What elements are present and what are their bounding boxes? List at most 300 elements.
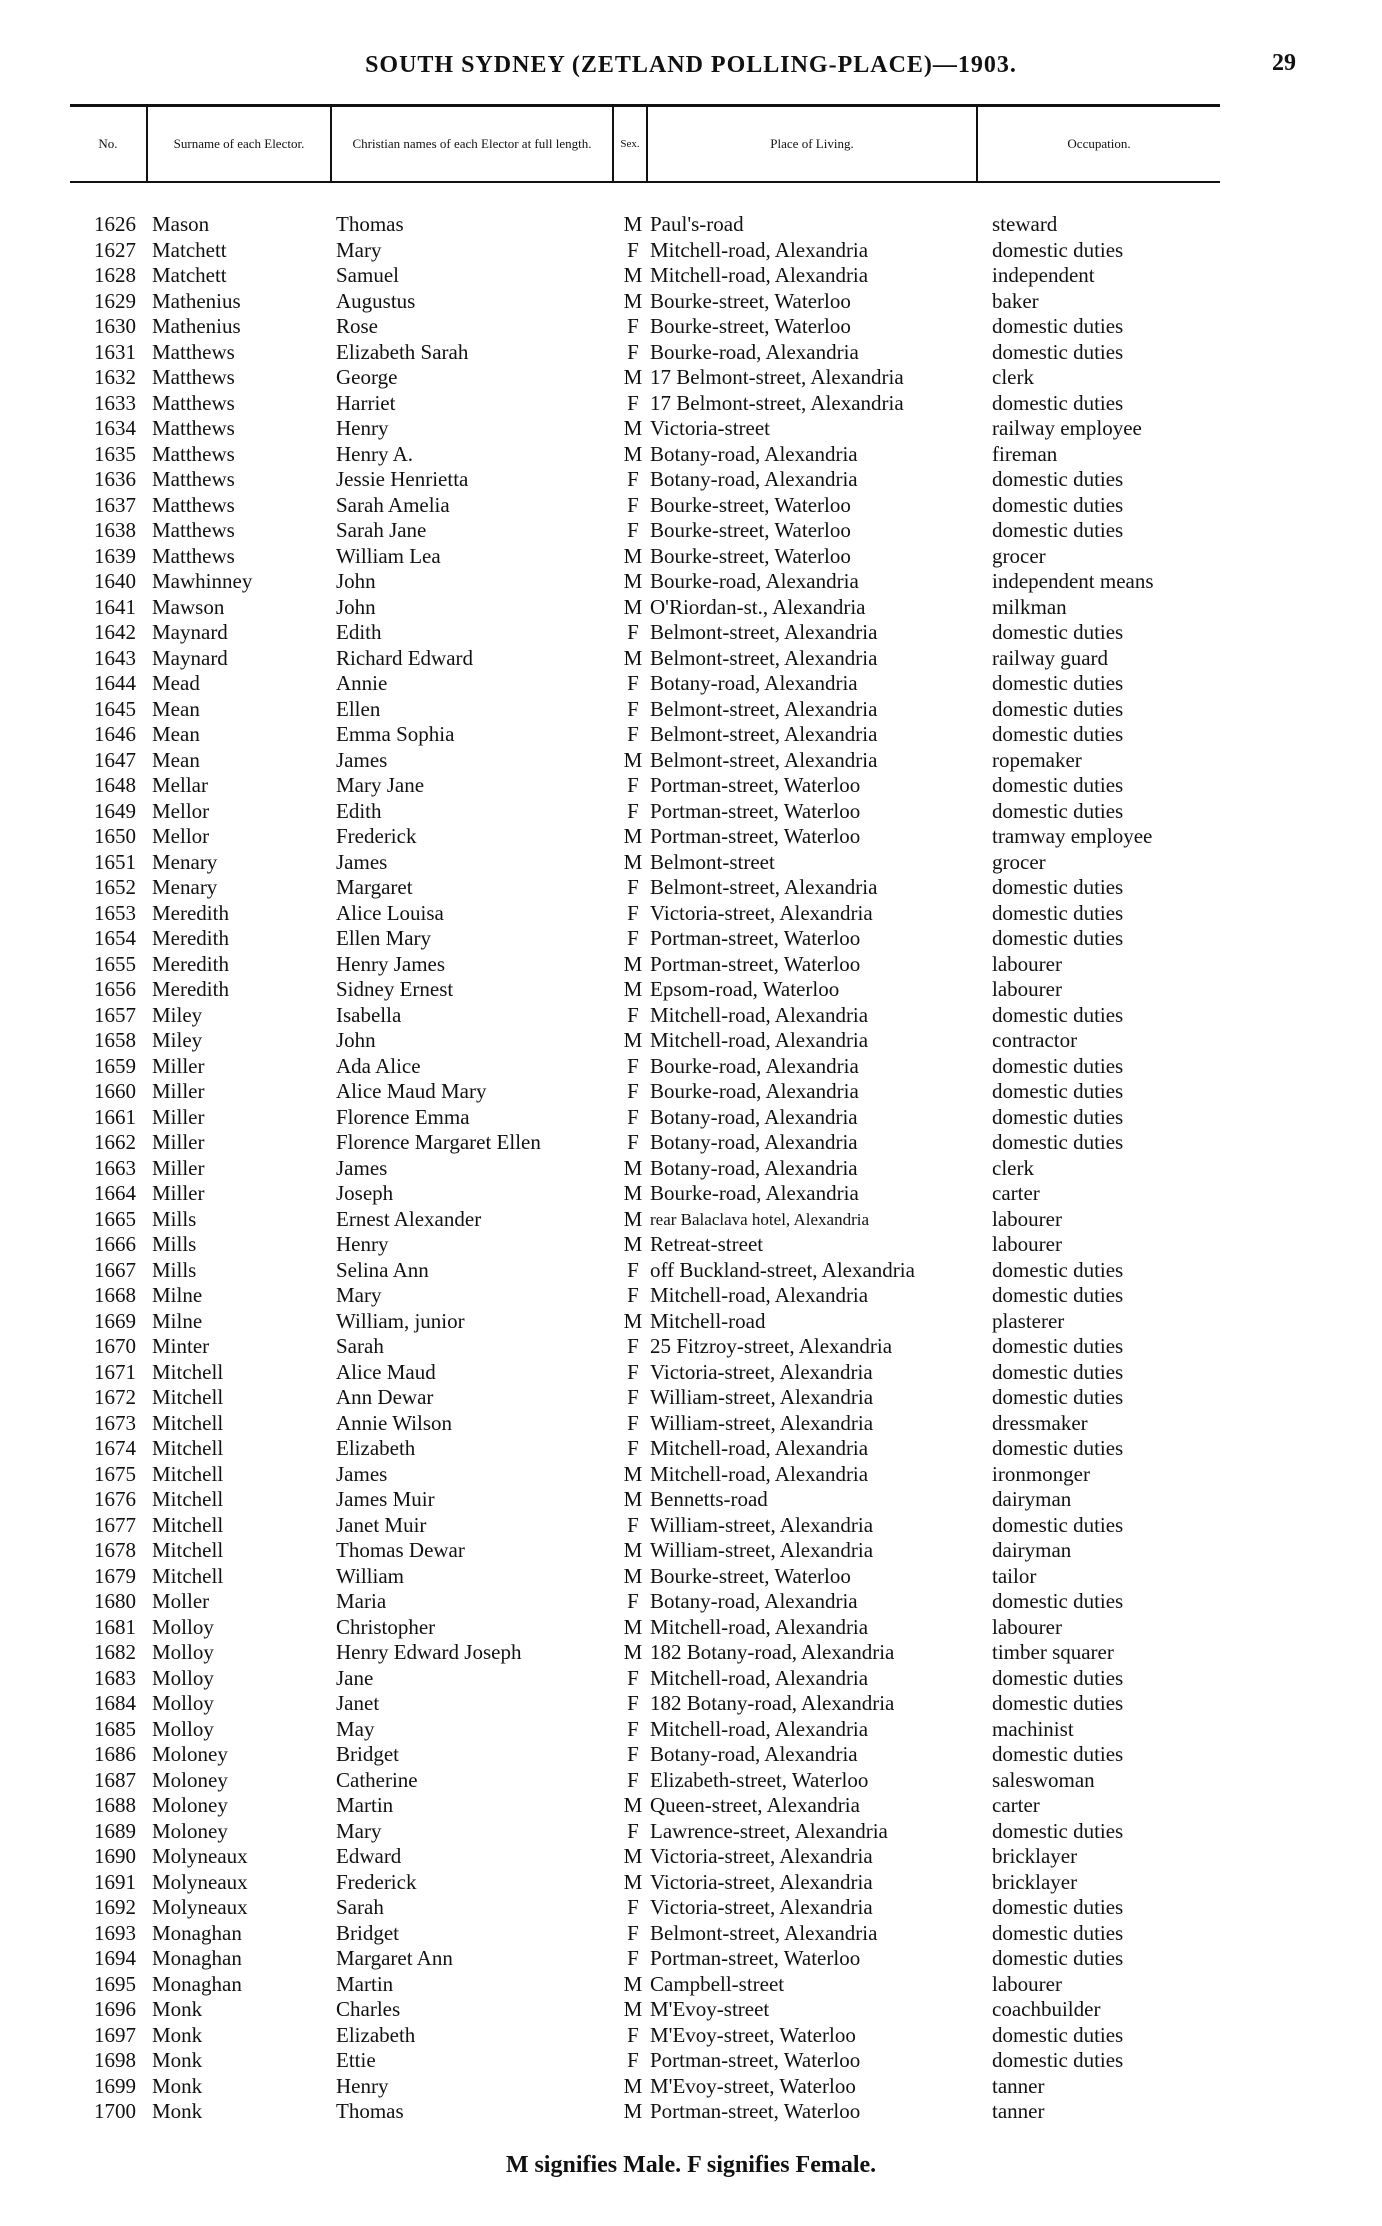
elector-occupation: domestic duties xyxy=(992,1818,1124,1843)
elector-christian-names: Ellen Mary xyxy=(336,926,432,950)
elector-occupation: contractor xyxy=(992,1028,1078,1052)
table-row xyxy=(0,314,1382,340)
elector-sex: M xyxy=(623,288,643,313)
elector-occupation: clerk xyxy=(992,1155,1034,1180)
elector-surname: Miller xyxy=(152,1155,205,1180)
elector-christian-names: Alice Louisa xyxy=(336,900,444,925)
table-row xyxy=(0,1156,1382,1182)
elector-place-of-living: 182 Botany-road, Alexandria xyxy=(650,1691,895,1715)
table-row xyxy=(0,1921,1382,1947)
elector-number: 1685 xyxy=(94,1716,136,1741)
elector-occupation: domestic duties xyxy=(992,1104,1124,1129)
elector-surname: Minter xyxy=(152,1334,210,1358)
table-row xyxy=(0,1946,1382,1972)
table-row xyxy=(0,901,1382,927)
elector-surname: Matthews xyxy=(152,518,235,542)
elector-surname: Molloy xyxy=(152,1691,214,1715)
elector-christian-names: Janet xyxy=(336,1691,380,1715)
sex-legend: M signifies Male. F signifies Female. xyxy=(505,2152,877,2178)
elector-christian-names: Sarah xyxy=(336,1334,384,1358)
table-row xyxy=(0,875,1382,901)
elector-number: 1648 xyxy=(94,773,136,797)
elector-place-of-living: Mitchell-road, Alexandria xyxy=(650,263,869,287)
elector-christian-names: Edith xyxy=(336,798,382,823)
table-row xyxy=(0,1436,1382,1462)
elector-occupation: labourer xyxy=(992,1971,1062,1996)
elector-occupation: domestic duties xyxy=(992,467,1124,491)
elector-place-of-living: Epsom-road, Waterloo xyxy=(650,977,840,1001)
elector-christian-names: Martin xyxy=(336,1971,394,1996)
table-row xyxy=(0,2074,1382,2100)
elector-number: 1656 xyxy=(94,977,136,1001)
table-row xyxy=(0,1768,1382,1794)
elector-surname: Mason xyxy=(152,212,210,236)
elector-place-of-living: Elizabeth-street, Waterloo xyxy=(650,1767,869,1792)
elector-surname: Miller xyxy=(152,1053,205,1078)
elector-place-of-living: Bourke-road, Alexandria xyxy=(650,569,859,593)
elector-sex: M xyxy=(623,2099,643,2123)
elector-number: 1675 xyxy=(94,1461,136,1486)
table-row xyxy=(0,238,1382,264)
elector-surname: Miley xyxy=(152,1002,203,1027)
elector-christian-names: Mary xyxy=(336,237,382,262)
elector-sex: F xyxy=(627,1410,639,1435)
elector-sex: F xyxy=(627,1334,639,1358)
elector-number: 1698 xyxy=(94,2048,136,2072)
elector-number: 1633 xyxy=(94,390,136,415)
elector-surname: Matthews xyxy=(152,339,235,364)
elector-place-of-living: Mitchell-road, Alexandria xyxy=(650,1461,869,1486)
elector-sex: F xyxy=(627,1665,639,1690)
elector-place-of-living: Bourke-street, Waterloo xyxy=(650,1563,851,1588)
elector-christian-names: Edward xyxy=(336,1844,402,1868)
elector-place-of-living: Bourke-street, Waterloo xyxy=(650,288,851,313)
elector-surname: Menary xyxy=(152,875,218,899)
elector-sex: M xyxy=(623,594,643,619)
elector-occupation: domestic duties xyxy=(992,1359,1124,1384)
elector-christian-names: John xyxy=(336,594,376,619)
elector-number: 1666 xyxy=(94,1232,136,1256)
table-row xyxy=(0,467,1382,493)
elector-christian-names: James xyxy=(336,747,388,772)
elector-christian-names: Annie Wilson xyxy=(336,1410,453,1435)
elector-place-of-living: Portman-street, Waterloo xyxy=(650,951,861,976)
elector-surname: Mead xyxy=(152,671,200,695)
elector-sex: M xyxy=(623,1538,643,1562)
elector-number: 1679 xyxy=(94,1563,136,1588)
table-row xyxy=(0,1181,1382,1207)
elector-number: 1652 xyxy=(94,875,136,899)
elector-christian-names: Annie xyxy=(336,671,388,695)
elector-sex: F xyxy=(627,1079,639,1103)
elector-christian-names: Maria xyxy=(336,1589,387,1613)
table-row xyxy=(0,1079,1382,1105)
elector-occupation: tanner xyxy=(992,2099,1045,2123)
elector-christian-names: Isabella xyxy=(336,1002,402,1027)
elector-christian-names: Samuel xyxy=(336,263,399,287)
elector-sex: F xyxy=(627,237,639,262)
elector-number: 1677 xyxy=(94,1512,136,1537)
elector-sex: F xyxy=(627,696,639,721)
elector-number: 1670 xyxy=(94,1334,136,1358)
elector-place-of-living: William-street, Alexandria xyxy=(650,1538,874,1562)
elector-sex: M xyxy=(623,2073,643,2098)
elector-number: 1699 xyxy=(94,2073,136,2098)
table-row xyxy=(0,1054,1382,1080)
elector-surname: Molloy xyxy=(152,1614,214,1639)
elector-place-of-living: Bourke-street, Waterloo xyxy=(650,492,851,517)
elector-surname: Moloney xyxy=(152,1767,228,1792)
elector-surname: Mean xyxy=(152,747,200,772)
elector-christian-names: Elizabeth xyxy=(336,2022,416,2047)
elector-occupation: fireman xyxy=(992,441,1058,466)
elector-sex: M xyxy=(623,645,643,670)
elector-christian-names: Joseph xyxy=(336,1181,394,1205)
elector-sex: F xyxy=(627,1946,639,1970)
elector-place-of-living: Victoria-street, Alexandria xyxy=(650,1844,873,1868)
page-title: SOUTH SYDNEY (ZETLAND POLLING-PLACE)—1903. xyxy=(365,52,1017,78)
table-row xyxy=(0,569,1382,595)
elector-place-of-living: William-street, Alexandria xyxy=(650,1410,874,1435)
elector-christian-names: Bridget xyxy=(336,1742,399,1766)
elector-sex: M xyxy=(623,1640,643,1664)
elector-place-of-living: M'Evoy-street, Waterloo xyxy=(650,2022,856,2047)
elector-sex: M xyxy=(623,1206,643,1231)
elector-occupation: carter xyxy=(992,1181,1040,1205)
elector-surname: Molloy xyxy=(152,1665,214,1690)
elector-surname: Mawson xyxy=(152,594,225,619)
elector-number: 1650 xyxy=(94,824,136,848)
elector-sex: M xyxy=(623,365,643,389)
elector-occupation: domestic duties xyxy=(992,1079,1124,1103)
elector-place-of-living: O'Riordan-st., Alexandria xyxy=(650,594,866,619)
elector-occupation: domestic duties xyxy=(992,339,1124,364)
table-row xyxy=(0,1844,1382,1870)
elector-number: 1640 xyxy=(94,569,136,593)
elector-surname: Meredith xyxy=(152,951,229,976)
elector-place-of-living: Portman-street, Waterloo xyxy=(650,2048,861,2072)
elector-place-of-living: William-street, Alexandria xyxy=(650,1385,874,1409)
table-row xyxy=(0,1640,1382,1666)
elector-christian-names: Sarah xyxy=(336,1895,384,1919)
elector-surname: Monk xyxy=(152,2048,203,2072)
elector-occupation: labourer xyxy=(992,1206,1062,1231)
elector-surname: Miller xyxy=(152,1181,205,1205)
elector-surname: Miller xyxy=(152,1104,205,1129)
elector-number: 1690 xyxy=(94,1844,136,1868)
elector-surname: Molyneaux xyxy=(152,1844,248,1868)
elector-occupation: domestic duties xyxy=(992,2048,1124,2072)
elector-surname: Miley xyxy=(152,1028,203,1052)
elector-place-of-living: Bourke-road, Alexandria xyxy=(650,1053,859,1078)
table-row xyxy=(0,799,1382,825)
elector-surname: Matthews xyxy=(152,365,235,389)
elector-sex: F xyxy=(627,1283,639,1307)
elector-christian-names: Henry James xyxy=(336,951,446,976)
elector-surname: Mitchell xyxy=(152,1538,224,1562)
table-row xyxy=(0,1615,1382,1641)
elector-surname: Milne xyxy=(152,1283,203,1307)
elector-occupation: domestic duties xyxy=(992,1742,1124,1766)
elector-christian-names: Mary Jane xyxy=(336,773,425,797)
elector-number: 1691 xyxy=(94,1869,136,1894)
elector-christian-names: Mary xyxy=(336,1283,382,1307)
elector-occupation: domestic duties xyxy=(992,696,1124,721)
elector-occupation: independent means xyxy=(992,569,1154,593)
elector-christian-names: Elizabeth xyxy=(336,1436,416,1460)
elector-christian-names: John xyxy=(336,569,376,593)
elector-number: 1644 xyxy=(94,671,136,695)
elector-occupation: domestic duties xyxy=(992,1512,1124,1537)
table-row xyxy=(0,1870,1382,1896)
elector-number: 1668 xyxy=(94,1283,136,1307)
elector-occupation: labourer xyxy=(992,1232,1062,1256)
elector-place-of-living: Paul's-road xyxy=(650,212,744,236)
elector-surname: Monaghan xyxy=(152,1971,242,1996)
header-christian-names: Christian names of each Elector at full length. xyxy=(332,107,614,181)
elector-surname: Monk xyxy=(152,2099,203,2123)
elector-number: 1657 xyxy=(94,1002,136,1027)
elector-christian-names: Emma Sophia xyxy=(336,722,455,746)
elector-number: 1683 xyxy=(94,1665,136,1690)
elector-number: 1678 xyxy=(94,1538,136,1562)
elector-surname: Mitchell xyxy=(152,1461,224,1486)
table-row xyxy=(0,1589,1382,1615)
elector-number: 1660 xyxy=(94,1079,136,1103)
elector-occupation: domestic duties xyxy=(992,798,1124,823)
table-row xyxy=(0,1105,1382,1131)
elector-sex: M xyxy=(623,212,643,236)
elector-sex: M xyxy=(623,569,643,593)
elector-christian-names: Frederick xyxy=(336,1869,417,1894)
elector-number: 1661 xyxy=(94,1104,136,1129)
table-row xyxy=(0,1513,1382,1539)
elector-christian-names: Ada Alice xyxy=(336,1053,421,1078)
elector-place-of-living: Victoria-street xyxy=(650,416,771,440)
elector-christian-names: Christopher xyxy=(336,1614,436,1639)
elector-occupation: domestic duties xyxy=(992,2022,1124,2047)
elector-surname: Matchett xyxy=(152,263,227,287)
elector-number: 1686 xyxy=(94,1742,136,1766)
elector-sex: M xyxy=(623,441,643,466)
elector-place-of-living: Bennetts-road xyxy=(650,1487,768,1511)
table-row xyxy=(0,646,1382,672)
elector-surname: Moloney xyxy=(152,1793,228,1817)
table-header xyxy=(70,104,1220,183)
elector-sex: M xyxy=(623,1793,643,1817)
table-row xyxy=(0,1462,1382,1488)
table-row xyxy=(0,773,1382,799)
elector-sex: F xyxy=(627,1742,639,1766)
elector-surname: Meredith xyxy=(152,977,229,1001)
elector-occupation: domestic duties xyxy=(992,875,1124,899)
elector-place-of-living: Bourke-street, Waterloo xyxy=(650,314,851,338)
elector-sex: M xyxy=(623,1844,643,1868)
elector-sex: F xyxy=(627,1895,639,1919)
elector-surname: Molloy xyxy=(152,1640,214,1664)
elector-surname: Mellar xyxy=(152,773,208,797)
elector-christian-names: Ettie xyxy=(336,2048,376,2072)
table-row xyxy=(0,1742,1382,1768)
elector-christian-names: Florence Emma xyxy=(336,1104,470,1129)
table-row xyxy=(0,1028,1382,1054)
elector-surname: Meredith xyxy=(152,926,229,950)
elector-sex: M xyxy=(623,543,643,568)
elector-sex: F xyxy=(627,339,639,364)
elector-christian-names: Jessie Henrietta xyxy=(336,467,469,491)
elector-occupation: saleswoman xyxy=(992,1767,1095,1792)
table-row xyxy=(0,1564,1382,1590)
elector-christian-names: Rose xyxy=(336,314,378,338)
elector-number: 1627 xyxy=(94,237,136,262)
page-number: 29 xyxy=(1272,50,1296,76)
elector-surname: Mitchell xyxy=(152,1385,224,1409)
elector-occupation: domestic duties xyxy=(992,1691,1124,1715)
elector-number: 1631 xyxy=(94,339,136,364)
elector-surname: Mathenius xyxy=(152,314,241,338)
elector-surname: Mathenius xyxy=(152,288,241,313)
elector-place-of-living: Victoria-street, Alexandria xyxy=(650,1359,873,1384)
elector-surname: Matthews xyxy=(152,390,235,415)
table-row xyxy=(0,748,1382,774)
elector-occupation: labourer xyxy=(992,977,1062,1001)
elector-christian-names: Margaret xyxy=(336,875,413,899)
elector-number: 1643 xyxy=(94,645,136,670)
elector-occupation: domestic duties xyxy=(992,1946,1124,1970)
elector-occupation: domestic duties xyxy=(992,1920,1124,1945)
elector-sex: F xyxy=(627,1104,639,1129)
elector-number: 1681 xyxy=(94,1614,136,1639)
elector-occupation: plasterer xyxy=(992,1308,1065,1333)
elector-place-of-living: Mitchell-road, Alexandria xyxy=(650,1028,869,1052)
elector-place-of-living: Belmont-street, Alexandria xyxy=(650,620,878,644)
elector-place-of-living: Bourke-road, Alexandria xyxy=(650,1079,859,1103)
elector-occupation: domestic duties xyxy=(992,1257,1124,1282)
elector-surname: Molyneaux xyxy=(152,1895,248,1919)
elector-number: 1630 xyxy=(94,314,136,338)
table-row xyxy=(0,1691,1382,1717)
elector-place-of-living: Belmont-street, Alexandria xyxy=(650,1920,878,1945)
elector-place-of-living: Botany-road, Alexandria xyxy=(650,1155,858,1180)
elector-surname: Miller xyxy=(152,1079,205,1103)
table-row xyxy=(0,697,1382,723)
elector-occupation: ropemaker xyxy=(992,747,1082,772)
elector-number: 1689 xyxy=(94,1818,136,1843)
elector-number: 1634 xyxy=(94,416,136,440)
elector-surname: Matthews xyxy=(152,441,235,466)
elector-christian-names: Ann Dewar xyxy=(336,1385,434,1409)
elector-christian-names: Frederick xyxy=(336,824,417,848)
elector-christian-names: Catherine xyxy=(336,1767,418,1792)
elector-surname: Monk xyxy=(152,2073,203,2098)
elector-place-of-living: Mitchell-road, Alexandria xyxy=(650,1716,869,1741)
elector-number: 1659 xyxy=(94,1053,136,1078)
elector-surname: Maynard xyxy=(152,620,228,644)
elector-occupation: domestic duties xyxy=(992,1130,1124,1154)
table-row xyxy=(0,1207,1382,1233)
elector-surname: Matthews xyxy=(152,467,235,491)
header-surname: Surname of each Elector. xyxy=(148,107,332,181)
elector-place-of-living: Portman-street, Waterloo xyxy=(650,2099,861,2123)
elector-christian-names: Harriet xyxy=(336,390,396,415)
elector-place-of-living: M'Evoy-street, Waterloo xyxy=(650,2073,856,2098)
header-sex: Sex. xyxy=(614,107,648,181)
elector-christian-names: Richard Edward xyxy=(336,645,474,670)
elector-sex: F xyxy=(627,798,639,823)
elector-occupation: bricklayer xyxy=(992,1869,1078,1894)
elector-christian-names: John xyxy=(336,1028,376,1052)
elector-christian-names: Sarah Amelia xyxy=(336,492,450,517)
elector-christian-names: Janet Muir xyxy=(336,1512,427,1537)
table-row xyxy=(0,2048,1382,2074)
elector-number: 1641 xyxy=(94,594,136,619)
elector-christian-names: James xyxy=(336,1155,388,1180)
elector-sex: F xyxy=(627,1589,639,1613)
elector-sex: F xyxy=(627,1257,639,1282)
elector-place-of-living: Victoria-street, Alexandria xyxy=(650,1869,873,1894)
elector-number: 1632 xyxy=(94,365,136,389)
elector-number: 1693 xyxy=(94,1920,136,1945)
table-row xyxy=(0,926,1382,952)
elector-occupation: domestic duties xyxy=(992,1895,1124,1919)
elector-sex: M xyxy=(623,416,643,440)
table-row xyxy=(0,1895,1382,1921)
table-row xyxy=(0,1309,1382,1335)
elector-number: 1655 xyxy=(94,951,136,976)
table-row xyxy=(0,391,1382,417)
header-occupation: Occupation. xyxy=(1067,135,1131,151)
elector-sex: F xyxy=(627,1436,639,1460)
elector-christian-names: Jane xyxy=(336,1665,374,1690)
elector-sex: F xyxy=(627,875,639,899)
elector-occupation: ironmonger xyxy=(992,1461,1090,1486)
table-row xyxy=(0,544,1382,570)
elector-sex: F xyxy=(627,390,639,415)
elector-number: 1700 xyxy=(94,2099,136,2123)
table-row xyxy=(0,1334,1382,1360)
elector-sex: M xyxy=(623,1028,643,1052)
elector-sex: F xyxy=(627,1385,639,1409)
elector-christian-names: Alice Maud Mary xyxy=(336,1079,487,1103)
elector-place-of-living: Portman-street, Waterloo xyxy=(650,1946,861,1970)
elector-christian-names: Thomas xyxy=(336,212,404,236)
elector-occupation: grocer xyxy=(992,849,1046,874)
elector-surname: Matthews xyxy=(152,492,235,517)
elector-surname: Mills xyxy=(152,1232,197,1256)
elector-christian-names: Sidney Ernest xyxy=(336,977,454,1001)
elector-surname: Mitchell xyxy=(152,1487,224,1511)
elector-number: 1687 xyxy=(94,1767,136,1792)
elector-number: 1628 xyxy=(94,263,136,287)
elector-place-of-living: Mitchell-road, Alexandria xyxy=(650,1283,869,1307)
elector-number: 1651 xyxy=(94,849,136,874)
elector-occupation: independent xyxy=(992,263,1095,287)
elector-christian-names: May xyxy=(336,1716,375,1741)
elector-christian-names: Ernest Alexander xyxy=(336,1206,482,1231)
elector-occupation: carter xyxy=(992,1793,1040,1817)
elector-place-of-living: Belmont-street, Alexandria xyxy=(650,696,878,721)
elector-number: 1653 xyxy=(94,900,136,925)
elector-sex: M xyxy=(623,977,643,1001)
elector-christian-names: Henry xyxy=(336,1232,389,1256)
elector-place-of-living: 17 Belmont-street, Alexandria xyxy=(650,365,904,389)
table-row xyxy=(0,289,1382,315)
elector-place-of-living: off Buckland-street, Alexandria xyxy=(650,1257,915,1282)
table-row xyxy=(0,365,1382,391)
elector-occupation: machinist xyxy=(992,1716,1074,1741)
elector-place-of-living: 182 Botany-road, Alexandria xyxy=(650,1640,895,1664)
table-row xyxy=(0,1283,1382,1309)
